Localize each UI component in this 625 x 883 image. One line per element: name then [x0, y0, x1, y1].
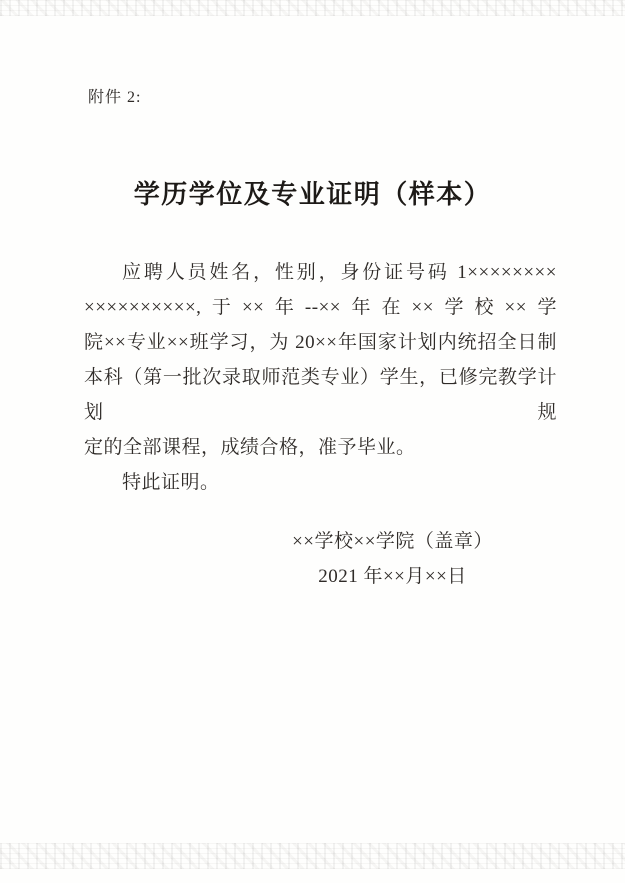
date-line: 2021 年××月××日 — [318, 566, 467, 587]
signature-block — [160, 524, 625, 594]
document-title: 学历学位及专业证明（样本） — [133, 180, 492, 209]
issuer-line: ××学校××学院（盖章） — [292, 531, 493, 552]
body-paragraph — [84, 255, 557, 500]
scan-noise-bottom — [0, 843, 625, 869]
body-line: 本科（第一批次录取师范类专业）学生，已修完教学计划规 — [84, 367, 557, 423]
scan-noise-top — [0, 0, 625, 16]
attachment-label: 附件 2: — [88, 89, 142, 106]
body-line: 院××专业××班学习，为 20××年国家计划内统招全日制 — [84, 332, 557, 353]
closing-statement: 特此证明。 — [122, 472, 220, 493]
body-line: 应聘人员姓名，性别，身份证号码 1×××××××× — [122, 262, 557, 283]
body-line: ××××××××××,于××年--××年在××学校××学 — [84, 297, 557, 318]
body-line: 定的全部课程，成绩合格，准予毕业。 — [84, 437, 416, 458]
